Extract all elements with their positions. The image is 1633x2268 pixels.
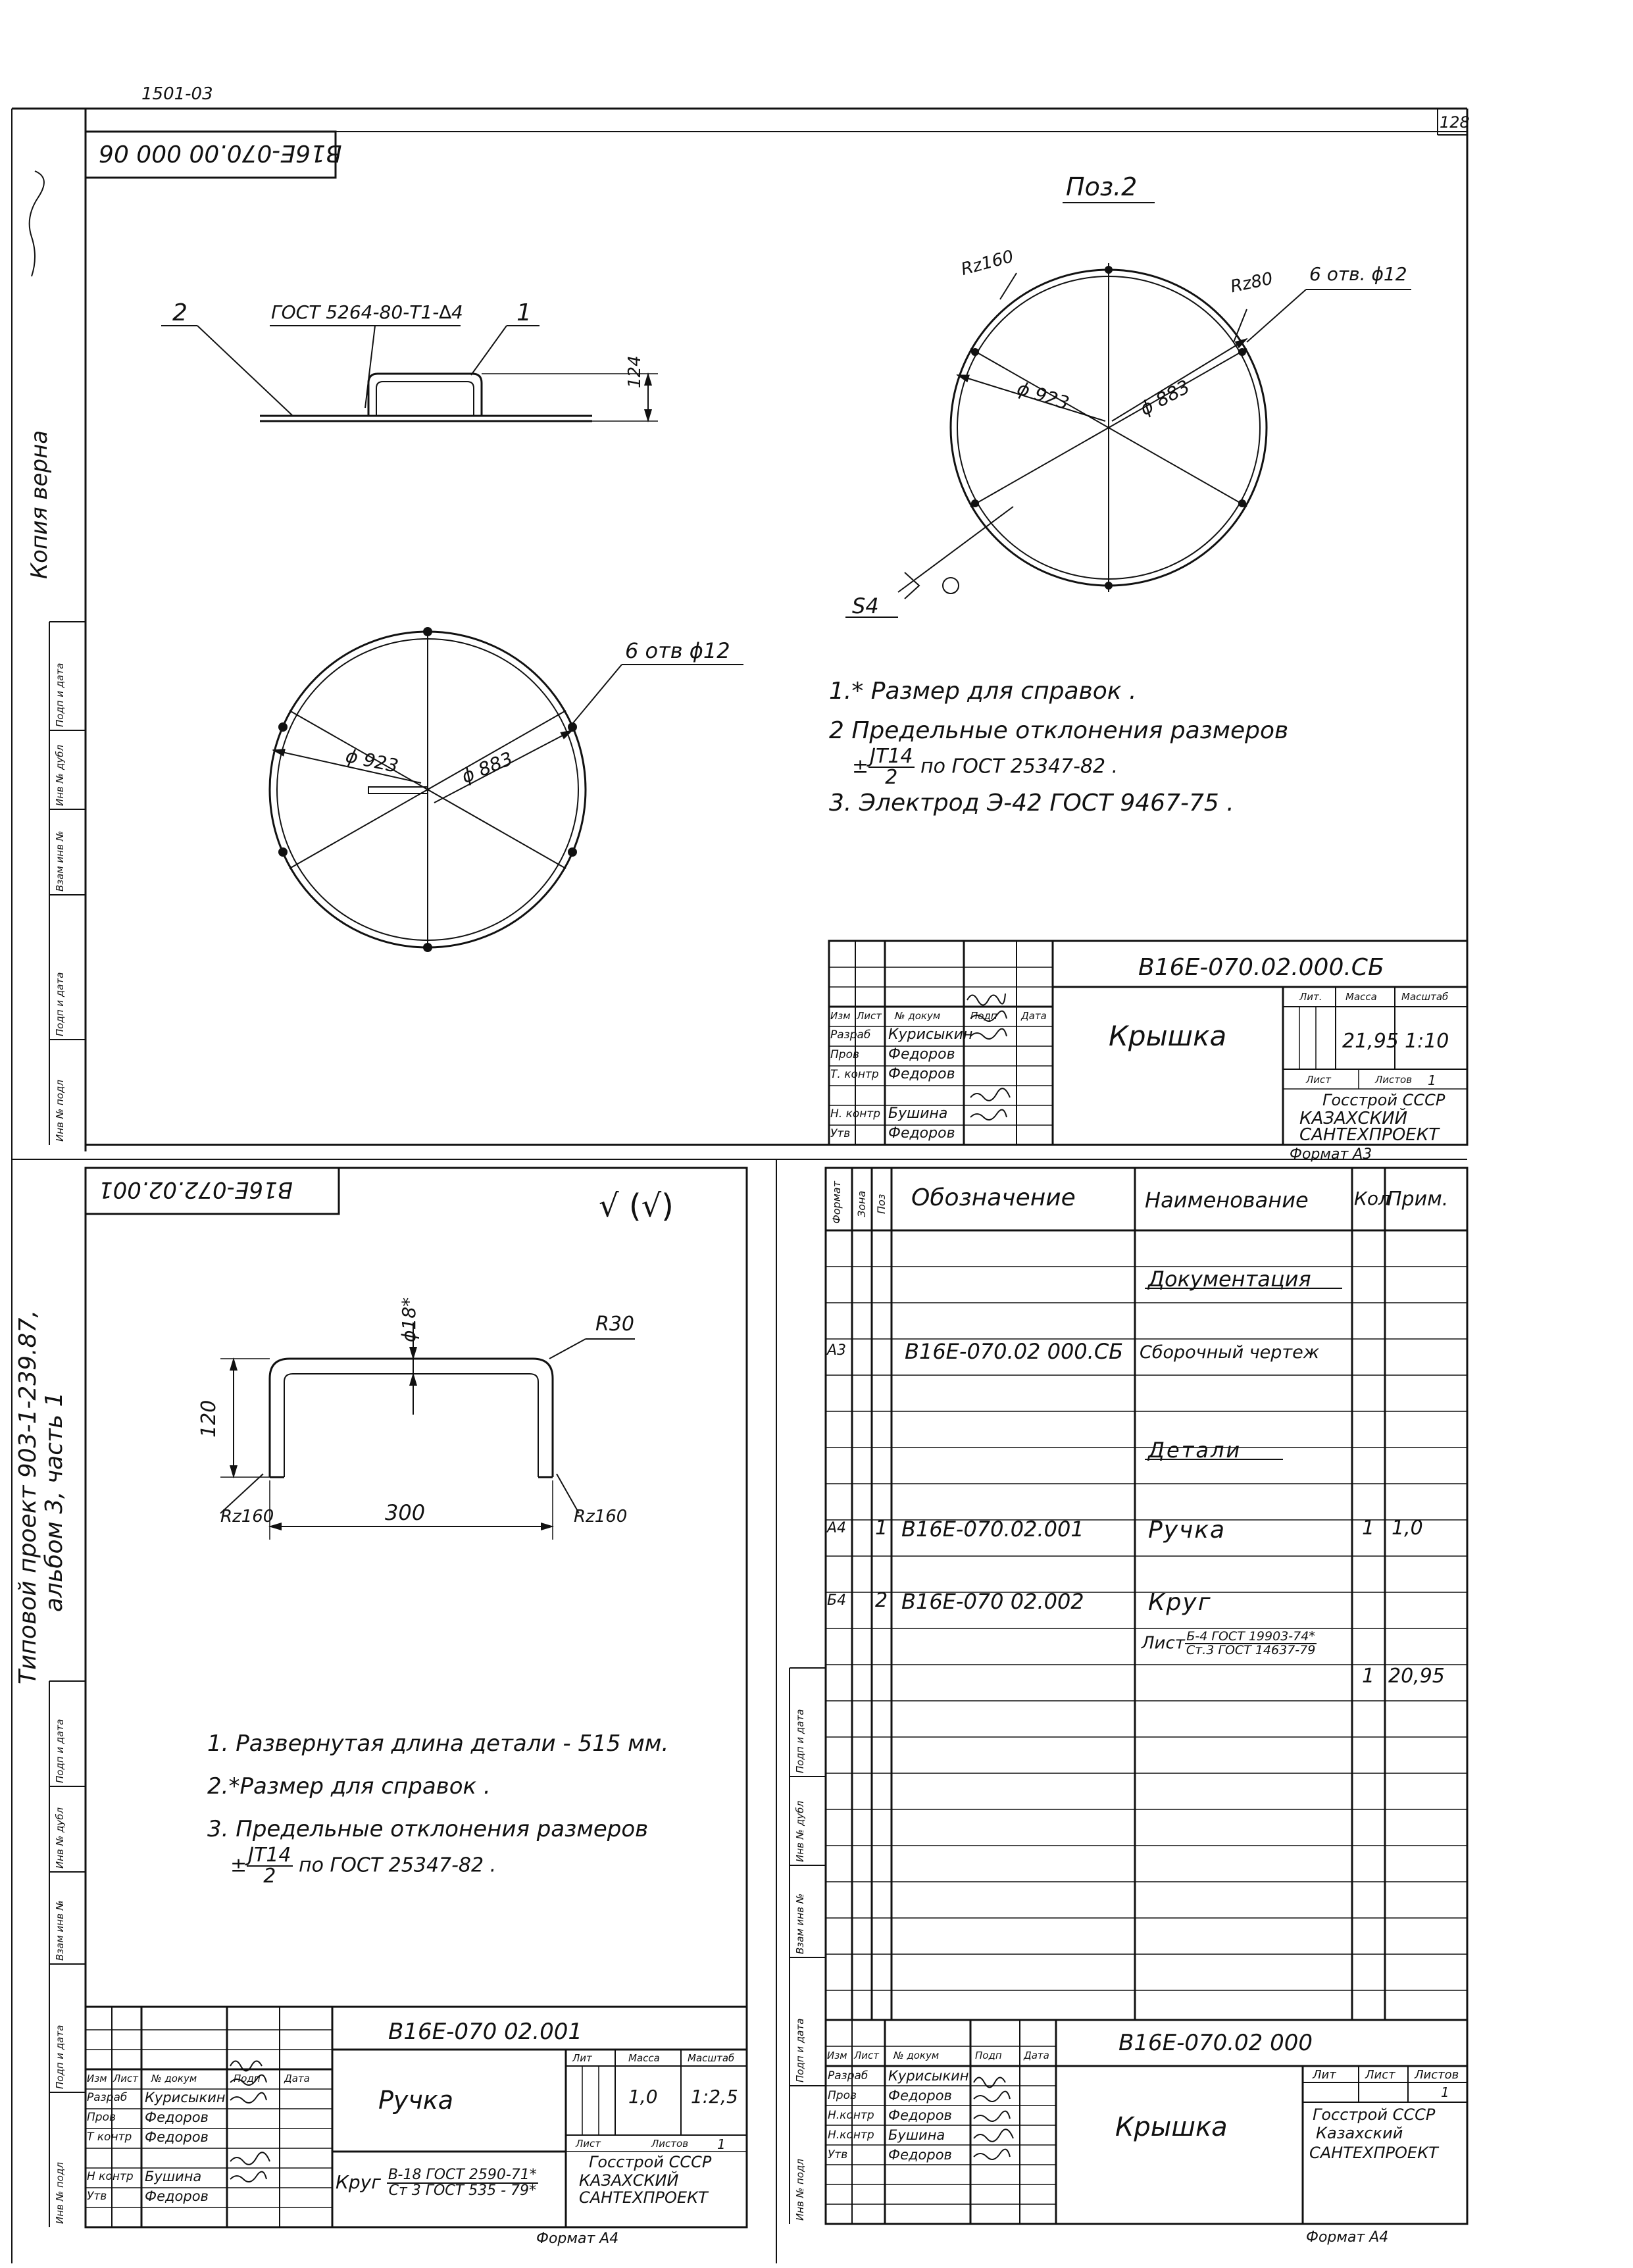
spec-row-format: А4 — [827, 1520, 847, 1536]
diam-883-main: ϕ 883 — [458, 747, 516, 788]
material-fraction — [387, 2168, 538, 2198]
org-line-1: Госстрой СССР — [589, 2153, 712, 2171]
spec-header-note: Прим. — [1387, 1188, 1449, 1211]
fraction-denominator: 2 — [885, 766, 898, 789]
a3-note-2: 2 Предельные отклонения размеров — [829, 717, 1289, 744]
sheet-label: Лист — [576, 2138, 601, 2150]
fraction-numerator: JT14 — [870, 745, 913, 768]
spec-row-pos: 2 — [875, 1589, 888, 1612]
person-name: Федоров — [145, 2129, 209, 2145]
a3-note-1: 1.* Размер для справок . — [829, 678, 1137, 705]
sheets-count: 1 — [717, 2136, 726, 2152]
role-label: Утв — [87, 2190, 107, 2203]
holes-main: 6 отв ϕ12 — [625, 638, 730, 663]
col-header: Подп — [234, 2073, 261, 2084]
fraction-numerator: Б-4 ГОСТ 19903-74* — [1185, 1630, 1317, 1644]
lit-label: Лит — [1313, 2068, 1336, 2082]
a3-title-name: Крышка — [1109, 1020, 1227, 1052]
role-label: Пров — [87, 2111, 116, 2124]
callout-1: 1 — [516, 299, 532, 326]
role-label: Утв — [830, 1127, 851, 1140]
scale-value: 1:10 — [1405, 1030, 1449, 1053]
sheets-label: Листов — [651, 2138, 689, 2150]
side-col-label: Инв № подл — [794, 2159, 806, 2221]
fraction-denominator: Ст.3 ГОСТ 14637-79 — [1186, 1643, 1316, 1657]
spec-row-note: 20,95 — [1388, 1665, 1445, 1688]
side-certify: Копия верна — [26, 430, 53, 579]
spec-section-docs: Документация — [1148, 1267, 1311, 1292]
side-col-label: Инв № дубл — [54, 744, 66, 806]
sheets-count: 1 — [1428, 1072, 1436, 1088]
person-name: Федоров — [145, 2188, 209, 2204]
col-header: Подп — [975, 2050, 1002, 2061]
spec-row-qty: 1 — [1362, 1665, 1375, 1688]
org-line-1: Госстрой СССР — [1313, 2105, 1436, 2124]
fraction-denominator: Ст 3 ГОСТ 535 - 79* — [388, 2182, 537, 2199]
lit-label: Лит. — [1299, 991, 1322, 1003]
col-header: Лист — [857, 1010, 882, 1022]
side-col-label: Подп и дата — [54, 663, 66, 727]
role-label: Т контр — [87, 2130, 132, 2144]
diam-923-main: ϕ 923 — [343, 744, 401, 778]
org-line-1: Госстрой СССР — [1322, 1091, 1445, 1109]
a4-title-name: Ручка — [378, 2086, 454, 2115]
mass-label: Масса — [1345, 991, 1377, 1003]
height-dim: 124 — [625, 355, 645, 388]
lit-label: Лит — [572, 2052, 592, 2064]
col-header: № докум — [151, 2073, 197, 2084]
person-name: Бушина — [145, 2169, 202, 2184]
side-col-label: Взам инв № — [54, 830, 66, 892]
roughness-icon: √ (√) — [599, 1188, 674, 1224]
spec-header-designation: Обозначение — [911, 1184, 1076, 1211]
sheet-label: Лист — [1365, 2068, 1395, 2082]
person-name: Федоров — [888, 2107, 952, 2123]
side-col-label: Инв № подл — [54, 2162, 66, 2224]
material-label — [336, 2168, 538, 2198]
person-name: Бушина — [888, 1105, 948, 1122]
a4-note-3-rest: по ГОСТ 25347-82 . — [292, 1853, 497, 1877]
material-prefix: Лист — [1142, 1633, 1185, 1653]
side-project-line1: Типовой проект 903-1-239.87, — [14, 1310, 41, 1684]
spec-row-name: Ручка — [1148, 1517, 1226, 1544]
spec-header-qty: Кол — [1354, 1188, 1390, 1209]
a4-designation: B16E-070 02.001 — [388, 2019, 583, 2045]
pos-d923: ϕ 923 — [1014, 377, 1072, 415]
col-header: Изм — [827, 2050, 847, 2061]
fraction-denominator: 2 — [263, 1865, 276, 1888]
a3-stamp-code: B16E-070.00 000 06 — [99, 139, 342, 166]
plus-minus: ± — [852, 755, 869, 778]
spec-header-format: Формат — [830, 1181, 843, 1224]
spec-material — [1142, 1630, 1317, 1657]
side-col-label: Взам инв № — [54, 1900, 66, 1961]
side-col-label: Взам инв № — [794, 1893, 806, 1954]
col-header: Подп — [970, 1010, 997, 1022]
person-name: Федоров — [888, 2088, 952, 2104]
format-label: Формат А4 — [536, 2230, 619, 2247]
material-prefix: Круг — [336, 2171, 381, 2193]
side-col-label: Подп и дата — [794, 1709, 806, 1773]
side-col-label: Инв № дубл — [794, 1800, 806, 1862]
spec-row-name: Круг — [1148, 1589, 1212, 1616]
scale-value: 1:2,5 — [691, 2086, 738, 2107]
mass-value: 21,95 — [1342, 1030, 1399, 1053]
a3-note-2-tolerance — [852, 747, 1118, 788]
person-name: Федоров — [145, 2109, 209, 2125]
h120-dim: 120 — [197, 1399, 220, 1438]
side-col-label: Подп и дата — [54, 2025, 66, 2089]
org-line-3: САНТЕХПРОЕКТ — [579, 2188, 708, 2207]
tolerance-fraction — [247, 1846, 292, 1886]
spec-header-pos: Поз — [875, 1194, 888, 1214]
a4-stamp-code: B16E-072.02.001 — [99, 1176, 293, 1203]
format-label: Формат А4 — [1306, 2229, 1389, 2246]
tolerance-fraction — [868, 747, 914, 788]
weld-s4: S4 — [852, 593, 879, 618]
spec-row-designation: B16E-070.02.001 — [901, 1517, 1084, 1542]
top-code: 1501-03 — [141, 84, 213, 104]
a4-note-1: 1. Развернутая длина детали - 515 мм. — [207, 1730, 669, 1757]
material-fraction — [1185, 1630, 1317, 1657]
side-col-label: Подп и дата — [54, 972, 66, 1036]
scale-label: Масштаб — [688, 2052, 735, 2064]
page-number: 128 — [1440, 113, 1470, 132]
fraction-numerator: JT14 — [248, 1844, 291, 1867]
spec-header-zone: Зона — [855, 1190, 868, 1217]
person-name: Бушина — [888, 2127, 945, 2143]
rz160-right: Rz160 — [574, 1507, 628, 1526]
org-line-2: Казахский — [1316, 2124, 1403, 2142]
spec-designation: B16E-070.02 000 — [1118, 2030, 1313, 2056]
pos-d883: ϕ 883 — [1136, 375, 1193, 420]
fraction-numerator: B-18 ГОСТ 2590-71* — [388, 2167, 537, 2183]
spec-row-note: 1,0 — [1392, 1517, 1423, 1540]
role-label: Н контр — [87, 2170, 134, 2183]
spec-row-designation: B16E-070.02 000.СБ — [905, 1339, 1124, 1364]
role-label: Пров — [828, 2089, 857, 2102]
side-col-label: Подп и дата — [54, 1719, 66, 1783]
position-label: Поз.2 — [1066, 172, 1138, 201]
col-header: Лист — [113, 2073, 139, 2084]
col-header: Изм — [830, 1010, 851, 1022]
role-label: Н.контр — [828, 2109, 874, 2122]
col-header: Дата — [1021, 1010, 1047, 1022]
a4-note-3: 3. Предельные отклонения размеров — [207, 1816, 649, 1842]
a4-note-3-tolerance — [230, 1846, 496, 1886]
person-name: Федоров — [888, 1046, 955, 1063]
side-col-label: Подп и дата — [794, 2018, 806, 2082]
format-label: Формат А3 — [1290, 1146, 1372, 1163]
sheets-label: Листов — [1415, 2068, 1459, 2082]
mass-value: 1,0 — [628, 2086, 658, 2107]
dia18-dim: ϕ18* — [398, 1297, 420, 1342]
role-label: Разраб — [830, 1028, 871, 1042]
weld-symbol: ГОСТ 5264-80-Т1-∆4 — [271, 301, 463, 323]
col-header: № докум — [895, 1010, 941, 1022]
person-name: Курисыкин — [888, 1026, 973, 1043]
person-name: Федоров — [888, 1125, 955, 1142]
person-name: Федоров — [888, 1066, 955, 1082]
role-label: Утв — [828, 2148, 848, 2161]
pos-holes: 6 отв. ϕ12 — [1309, 263, 1407, 285]
pos-rz80: Rz80 — [1228, 268, 1275, 297]
person-name: Федоров — [888, 2147, 952, 2163]
spec-row-designation: B16E-070 02.002 — [901, 1589, 1084, 1614]
spec-row-format: Б4 — [827, 1592, 847, 1609]
col-header: Дата — [284, 2073, 310, 2084]
spec-header-name: Наименование — [1145, 1188, 1309, 1213]
org-line-3: САНТЕХПРОЕКТ — [1299, 1125, 1440, 1145]
person-name: Курисыкин — [888, 2068, 969, 2084]
side-col-label: Инв № подл — [54, 1080, 66, 1142]
role-label: Н. контр — [830, 1107, 881, 1121]
role-label: Пров — [830, 1048, 859, 1061]
a3-designation: B16E-070.02.000.СБ — [1138, 954, 1384, 981]
sheet-label: Лист — [1306, 1074, 1332, 1086]
sheets-label: Листов — [1375, 1074, 1413, 1086]
scale-label: Масштаб — [1401, 991, 1449, 1003]
person-name: Курисыкин — [145, 2090, 226, 2105]
mass-label: Масса — [628, 2052, 660, 2064]
spec-row-pos: 1 — [875, 1517, 888, 1540]
rz160-left: Rz160 — [220, 1507, 274, 1526]
org-line-2: КАЗАХСКИЙ — [579, 2171, 679, 2190]
a3-note-3: 3. Электрод Э-42 ГОСТ 9467-75 . — [829, 790, 1234, 817]
role-label: Т. контр — [830, 1068, 879, 1081]
side-project-line2: альбом 3, часть 1 — [41, 1392, 68, 1612]
spec-title-name: Крышка — [1115, 2112, 1228, 2142]
a3-note-2-rest: по ГОСТ 25347-82 . — [914, 755, 1118, 778]
col-header: № докум — [893, 2050, 940, 2061]
side-col-label: Инв № дубл — [54, 1807, 66, 1869]
col-header: Дата — [1024, 2050, 1049, 2061]
org-line-2: КАЗАХСКИЙ — [1299, 1109, 1408, 1128]
role-label: Разраб — [828, 2069, 868, 2082]
col-header: Изм — [87, 2073, 107, 2084]
w300-dim: 300 — [385, 1500, 426, 1525]
plus-minus: ± — [230, 1853, 247, 1877]
spec-section-parts: Детали — [1148, 1438, 1242, 1463]
sheets-count: 1 — [1441, 2084, 1449, 2100]
spec-row-qty: 1 — [1362, 1517, 1375, 1540]
spec-row-format: А3 — [827, 1342, 847, 1359]
callout-2: 2 — [172, 299, 188, 326]
a4-note-2: 2.*Размер для справок . — [207, 1773, 491, 1800]
role-label: Н.контр — [828, 2129, 874, 2142]
role-label: Разраб — [87, 2091, 128, 2104]
r30-dim: R30 — [595, 1313, 635, 1336]
pos-rz160: Rz160 — [959, 246, 1016, 280]
col-header: Лист — [854, 2050, 880, 2061]
org-line-3: САНТЕХПРОЕКТ — [1309, 2144, 1438, 2162]
spec-row-name: Сборочный чертеж — [1140, 1342, 1320, 1363]
